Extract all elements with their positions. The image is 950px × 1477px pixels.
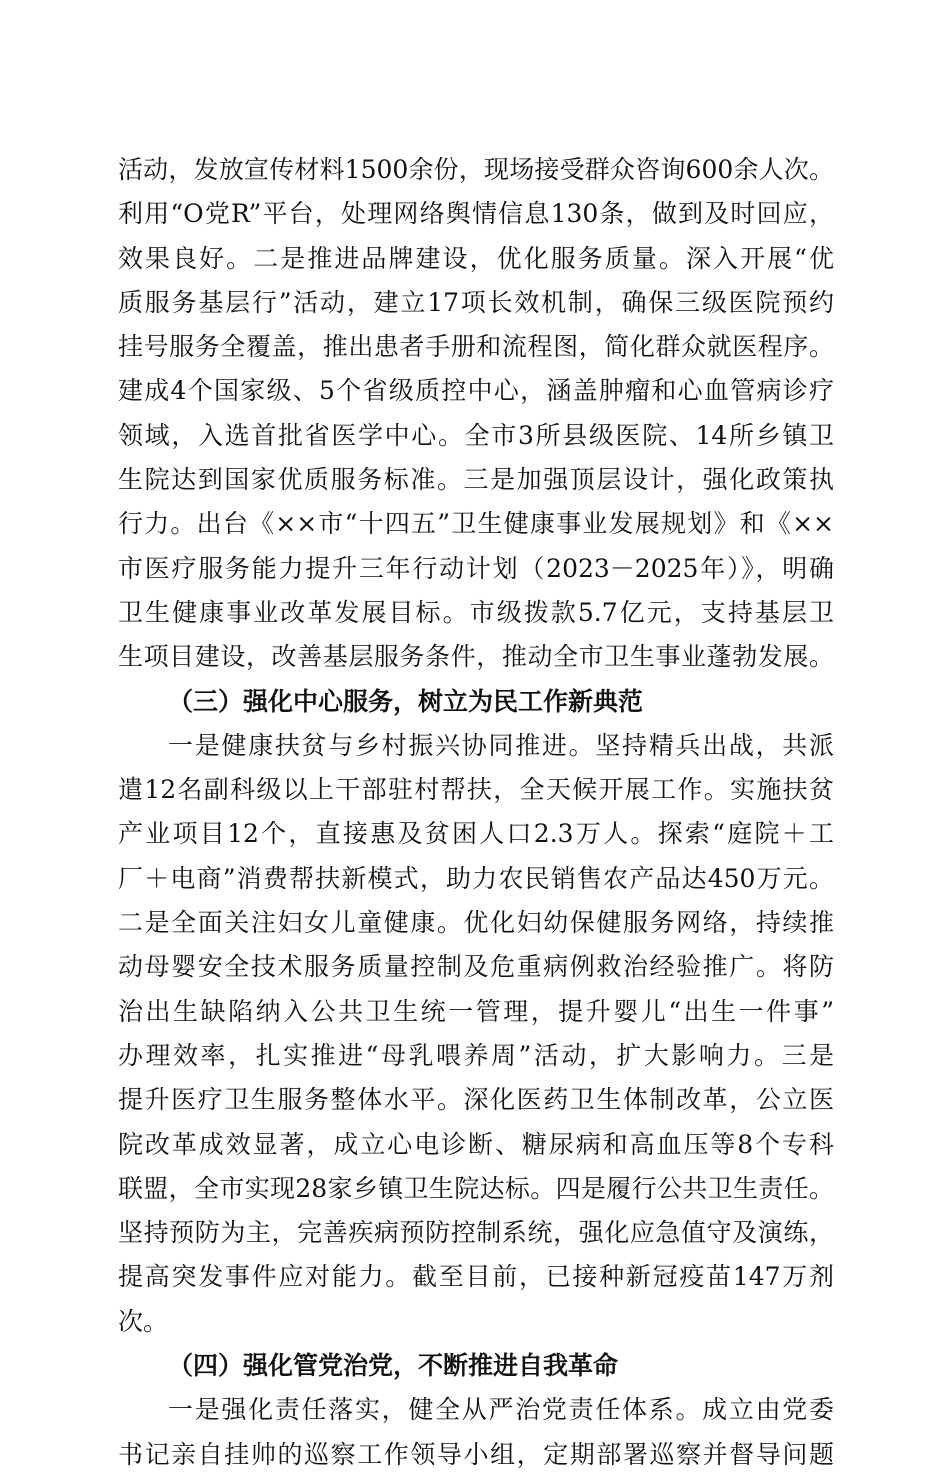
text-line: 挂号服务全覆盖，推出患者手册和流程图，简化群众就医程序。 bbox=[118, 332, 834, 362]
text-line: 治出生缺陷纳入公共卫生统一管理，提升婴儿“出生一件事” bbox=[118, 996, 834, 1026]
text-line: 领域，入选首批省医学中心。全市3所县级医院、14所乡镇卫 bbox=[118, 420, 834, 450]
text-line: 二是全面关注妇女儿童健康。优化妇幼保健服务网络，持续推 bbox=[118, 908, 834, 938]
document-body bbox=[118, 148, 834, 1477]
text-line: 行力。出台《××市“十四五”卫生健康事业发展规划》和《×× bbox=[118, 509, 834, 539]
text-line: 坚持预防为主，完善疾病预防控制系统，强化应急值守及演练， bbox=[118, 1218, 834, 1248]
text-line: 书记亲自挂帅的巡察工作领导小组，定期部署巡察并督导问题 bbox=[118, 1439, 834, 1469]
text-line: 提高突发事件应对能力。截至目前，已接种新冠疫苗147万剂 bbox=[118, 1262, 834, 1292]
text-line: 产业项目12个，直接惠及贫困人口2.3万人。探索“庭院＋工 bbox=[118, 819, 834, 849]
text-line: 办理效率，扎实推进“母乳喂养周”活动，扩大影响力。三是 bbox=[118, 1040, 834, 1070]
text-line: 生项目建设，改善基层服务条件，推动全市卫生事业蓬勃发展。 bbox=[118, 642, 834, 672]
text-line: 院改革成效显著，成立心电诊断、糖尿病和高血压等8个专科 bbox=[118, 1129, 834, 1159]
text-line: 质服务基层行”活动，建立17项长效机制，确保三级医院预约 bbox=[118, 287, 834, 317]
text-line: 建成4个国家级、5个省级质控中心，涵盖肿瘤和心血管病诊疗 bbox=[118, 376, 834, 406]
text-line: 厂＋电商”消费帮扶新模式，助力农民销售农产品达450万元。 bbox=[118, 863, 834, 893]
text-line: 一是强化责任落实，健全从严治党责任体系。成立由党委 bbox=[168, 1395, 834, 1425]
text-line: 提升医疗卫生服务整体水平。深化医药卫生体制改革，公立医 bbox=[118, 1085, 834, 1115]
text-line: 市医疗服务能力提升三年行动计划（2023－2025年）》，明确 bbox=[118, 553, 834, 583]
section-heading: （四）强化管党治党，不断推进自我革命 bbox=[168, 1351, 619, 1381]
text-line: 卫生健康事业改革发展目标。市级拨款5.7亿元，支持基层卫 bbox=[118, 597, 834, 627]
section-heading: （三）强化中心服务，树立为民工作新典范 bbox=[168, 686, 644, 716]
text-line: 利用“O党R”平台，处理网络舆情信息130条，做到及时回应， bbox=[118, 199, 834, 229]
text-line: 遣12名副科级以上干部驻村帮扶，全天候开展工作。实施扶贫 bbox=[118, 775, 834, 805]
text-line: 生院达到国家优质服务标准。三是加强顶层设计，强化政策执 bbox=[118, 465, 834, 495]
text-line: 一是健康扶贫与乡村振兴协同推进。坚持精兵出战，共派 bbox=[168, 730, 834, 760]
text-line: 效果良好。二是推进品牌建设，优化服务质量。深入开展“优 bbox=[118, 243, 834, 273]
text-line: 次。 bbox=[118, 1306, 169, 1336]
text-line: 联盟，全市实现28家乡镇卫生院达标。四是履行公共卫生责任。 bbox=[118, 1173, 834, 1203]
text-line: 动母婴安全技术服务质量控制及危重病例救治经验推广。将防 bbox=[118, 952, 834, 982]
text-line: 活动，发放宣传材料1500余份，现场接受群众咨询600余人次。 bbox=[118, 155, 834, 184]
